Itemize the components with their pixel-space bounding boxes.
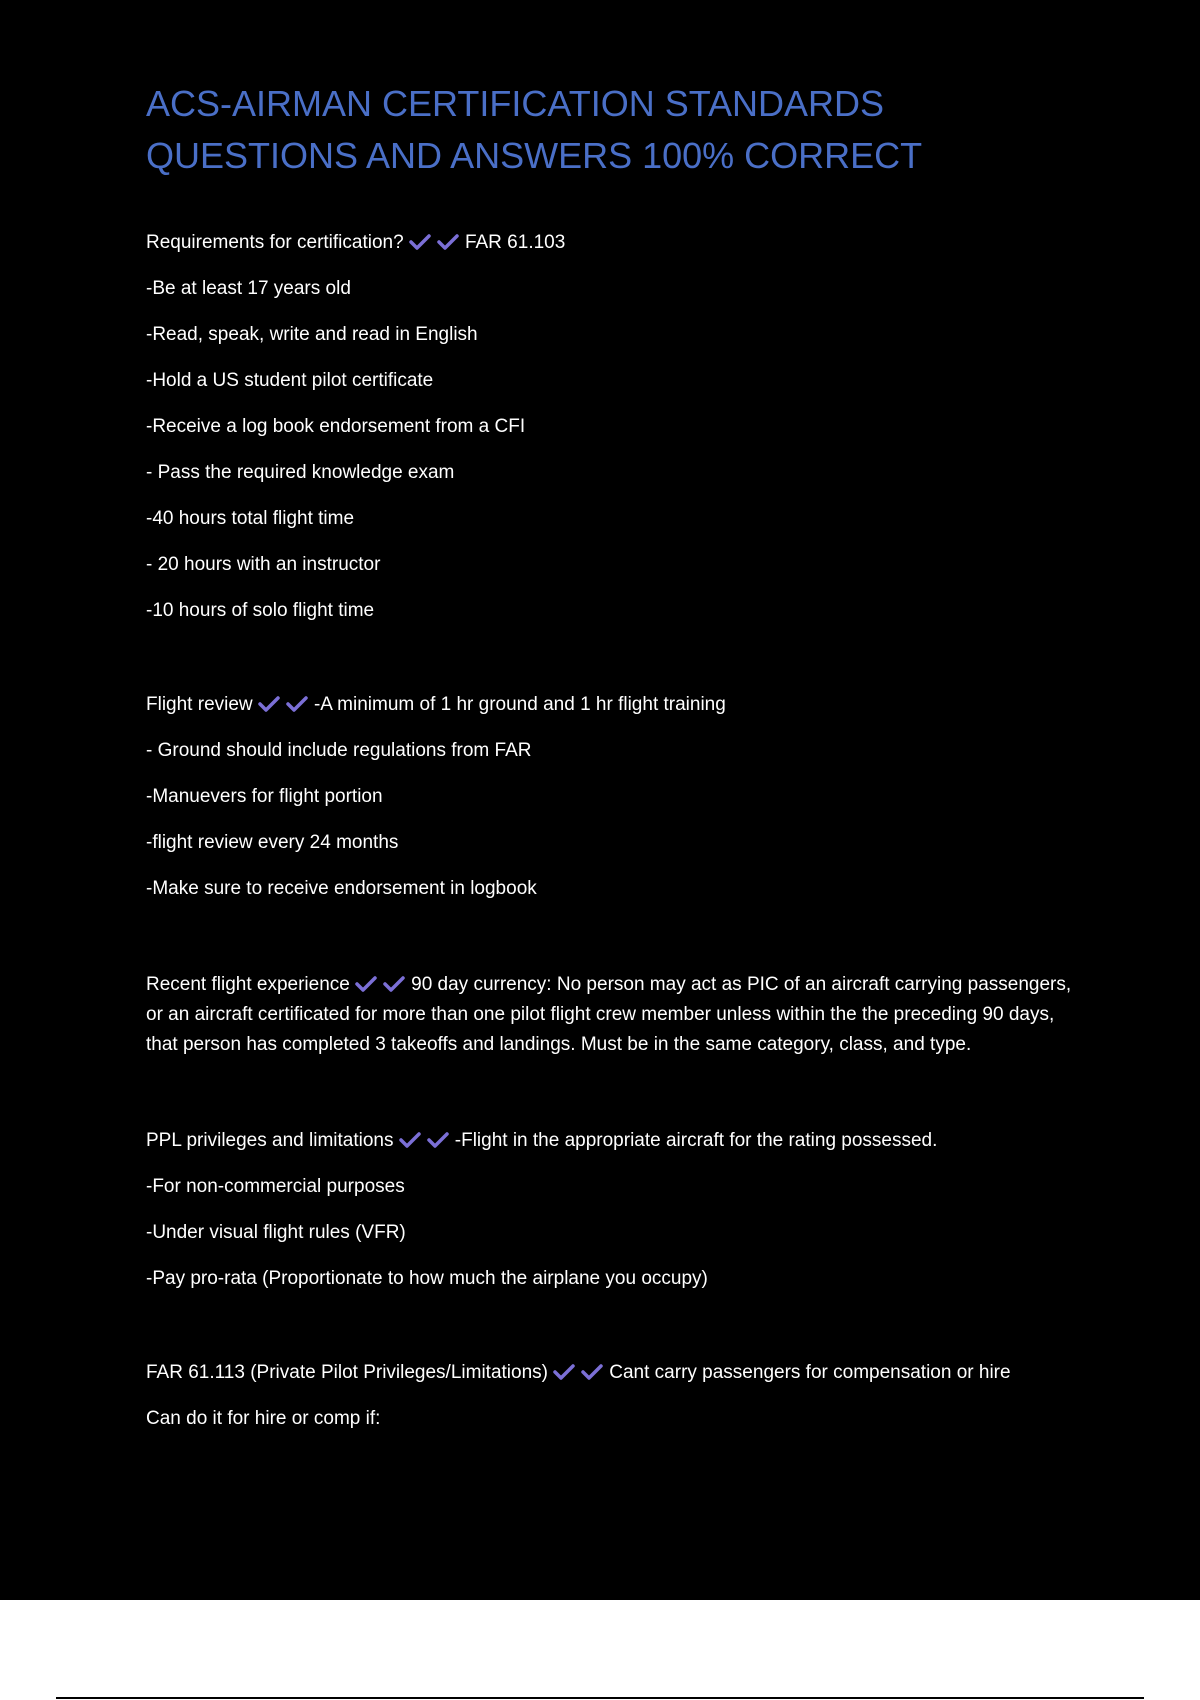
answer-text: -A minimum of 1 hr ground and 1 hr flight training: [313, 694, 726, 715]
list-item: -Hold a US student pilot certificate: [146, 370, 434, 391]
checkmark-icon: [399, 1131, 421, 1149]
qa-section-certification: [146, 230, 1080, 624]
question-text: Recent flight experience: [146, 974, 350, 995]
list-item: -For non-commercial purposes: [146, 1176, 405, 1197]
qa-question-line: [146, 692, 1080, 718]
list-item: - Ground should include regulations from FAR: [146, 740, 532, 761]
qa-section-far-61-113: [146, 1360, 1080, 1432]
checkmark-icon: [258, 695, 280, 713]
qa-question-line: [146, 230, 1080, 256]
answer-text: 90 day currency: No person may act as PIC of an aircraft carrying passengers, or an aircraft certificated for more than one pilot flight crew member unless within the the preceding 90 days, that person has completed 3 takeoffs and landings. Must be in the same category, class, and type.: [146, 974, 1072, 1055]
list-item: Can do it for hire or comp if:: [146, 1408, 381, 1429]
list-item: -10 hours of solo flight time: [146, 600, 375, 621]
list-item: -Make sure to receive endorsement in logbook: [146, 878, 537, 899]
checkmark-icon: [427, 1131, 449, 1149]
section-spacer: [146, 1080, 1080, 1128]
checkmark-icon: [355, 975, 377, 993]
answer-text: Cant carry passengers for compensation or hire: [609, 1362, 1011, 1383]
list-item: -Read, speak, write and read in English: [146, 324, 478, 345]
qa-section-flight-review: [146, 692, 1080, 902]
document-title: [146, 78, 1080, 182]
title-line-1: ACS-AIRMAN CERTIFICATION STANDARDS: [146, 83, 885, 124]
list-item: -40 hours total flight time: [146, 508, 355, 529]
answer-text: FAR 61.103: [464, 232, 566, 253]
checkmark-icon: [437, 233, 459, 251]
checkmark-icon: [286, 695, 308, 713]
section-spacer: [146, 1312, 1080, 1360]
list-item: - 20 hours with an instructor: [146, 554, 381, 575]
section-spacer: [146, 644, 1080, 692]
checkmark-icon: [581, 1363, 603, 1381]
list-item: -Receive a log book endorsement from a CFI: [146, 416, 526, 437]
qa-question-line: [146, 1128, 1080, 1154]
list-item: -Pay pro-rata (Proportionate to how much the airplane you occupy): [146, 1268, 708, 1289]
section-spacer: [146, 922, 1080, 970]
question-text: FAR 61.113 (Private Pilot Privileges/Limitations): [146, 1362, 548, 1383]
qa-question-paragraph: [146, 970, 1080, 1060]
qa-section-ppl-privileges: [146, 1128, 1080, 1292]
list-item: -flight review every 24 months: [146, 832, 399, 853]
question-text: Requirements for certification?: [146, 232, 404, 253]
checkmark-icon: [553, 1363, 575, 1381]
checkmark-icon: [383, 975, 405, 993]
question-text: Flight review: [146, 694, 253, 715]
list-item: -Manuevers for flight portion: [146, 786, 383, 807]
question-text: PPL privileges and limitations: [146, 1130, 394, 1151]
checkmark-icon: [409, 233, 431, 251]
list-item: - Pass the required knowledge exam: [146, 462, 455, 483]
title-line-2: QUESTIONS AND ANSWERS 100% CORRECT: [146, 135, 923, 176]
qa-question-line: [146, 1360, 1080, 1386]
list-item: -Be at least 17 years old: [146, 278, 351, 299]
list-item: -Under visual flight rules (VFR): [146, 1222, 406, 1243]
footer-rule: [56, 1697, 1144, 1699]
qa-section-recent-experience: [146, 970, 1080, 1060]
answer-text: -Flight in the appropriate aircraft for the rating possessed.: [454, 1130, 938, 1151]
